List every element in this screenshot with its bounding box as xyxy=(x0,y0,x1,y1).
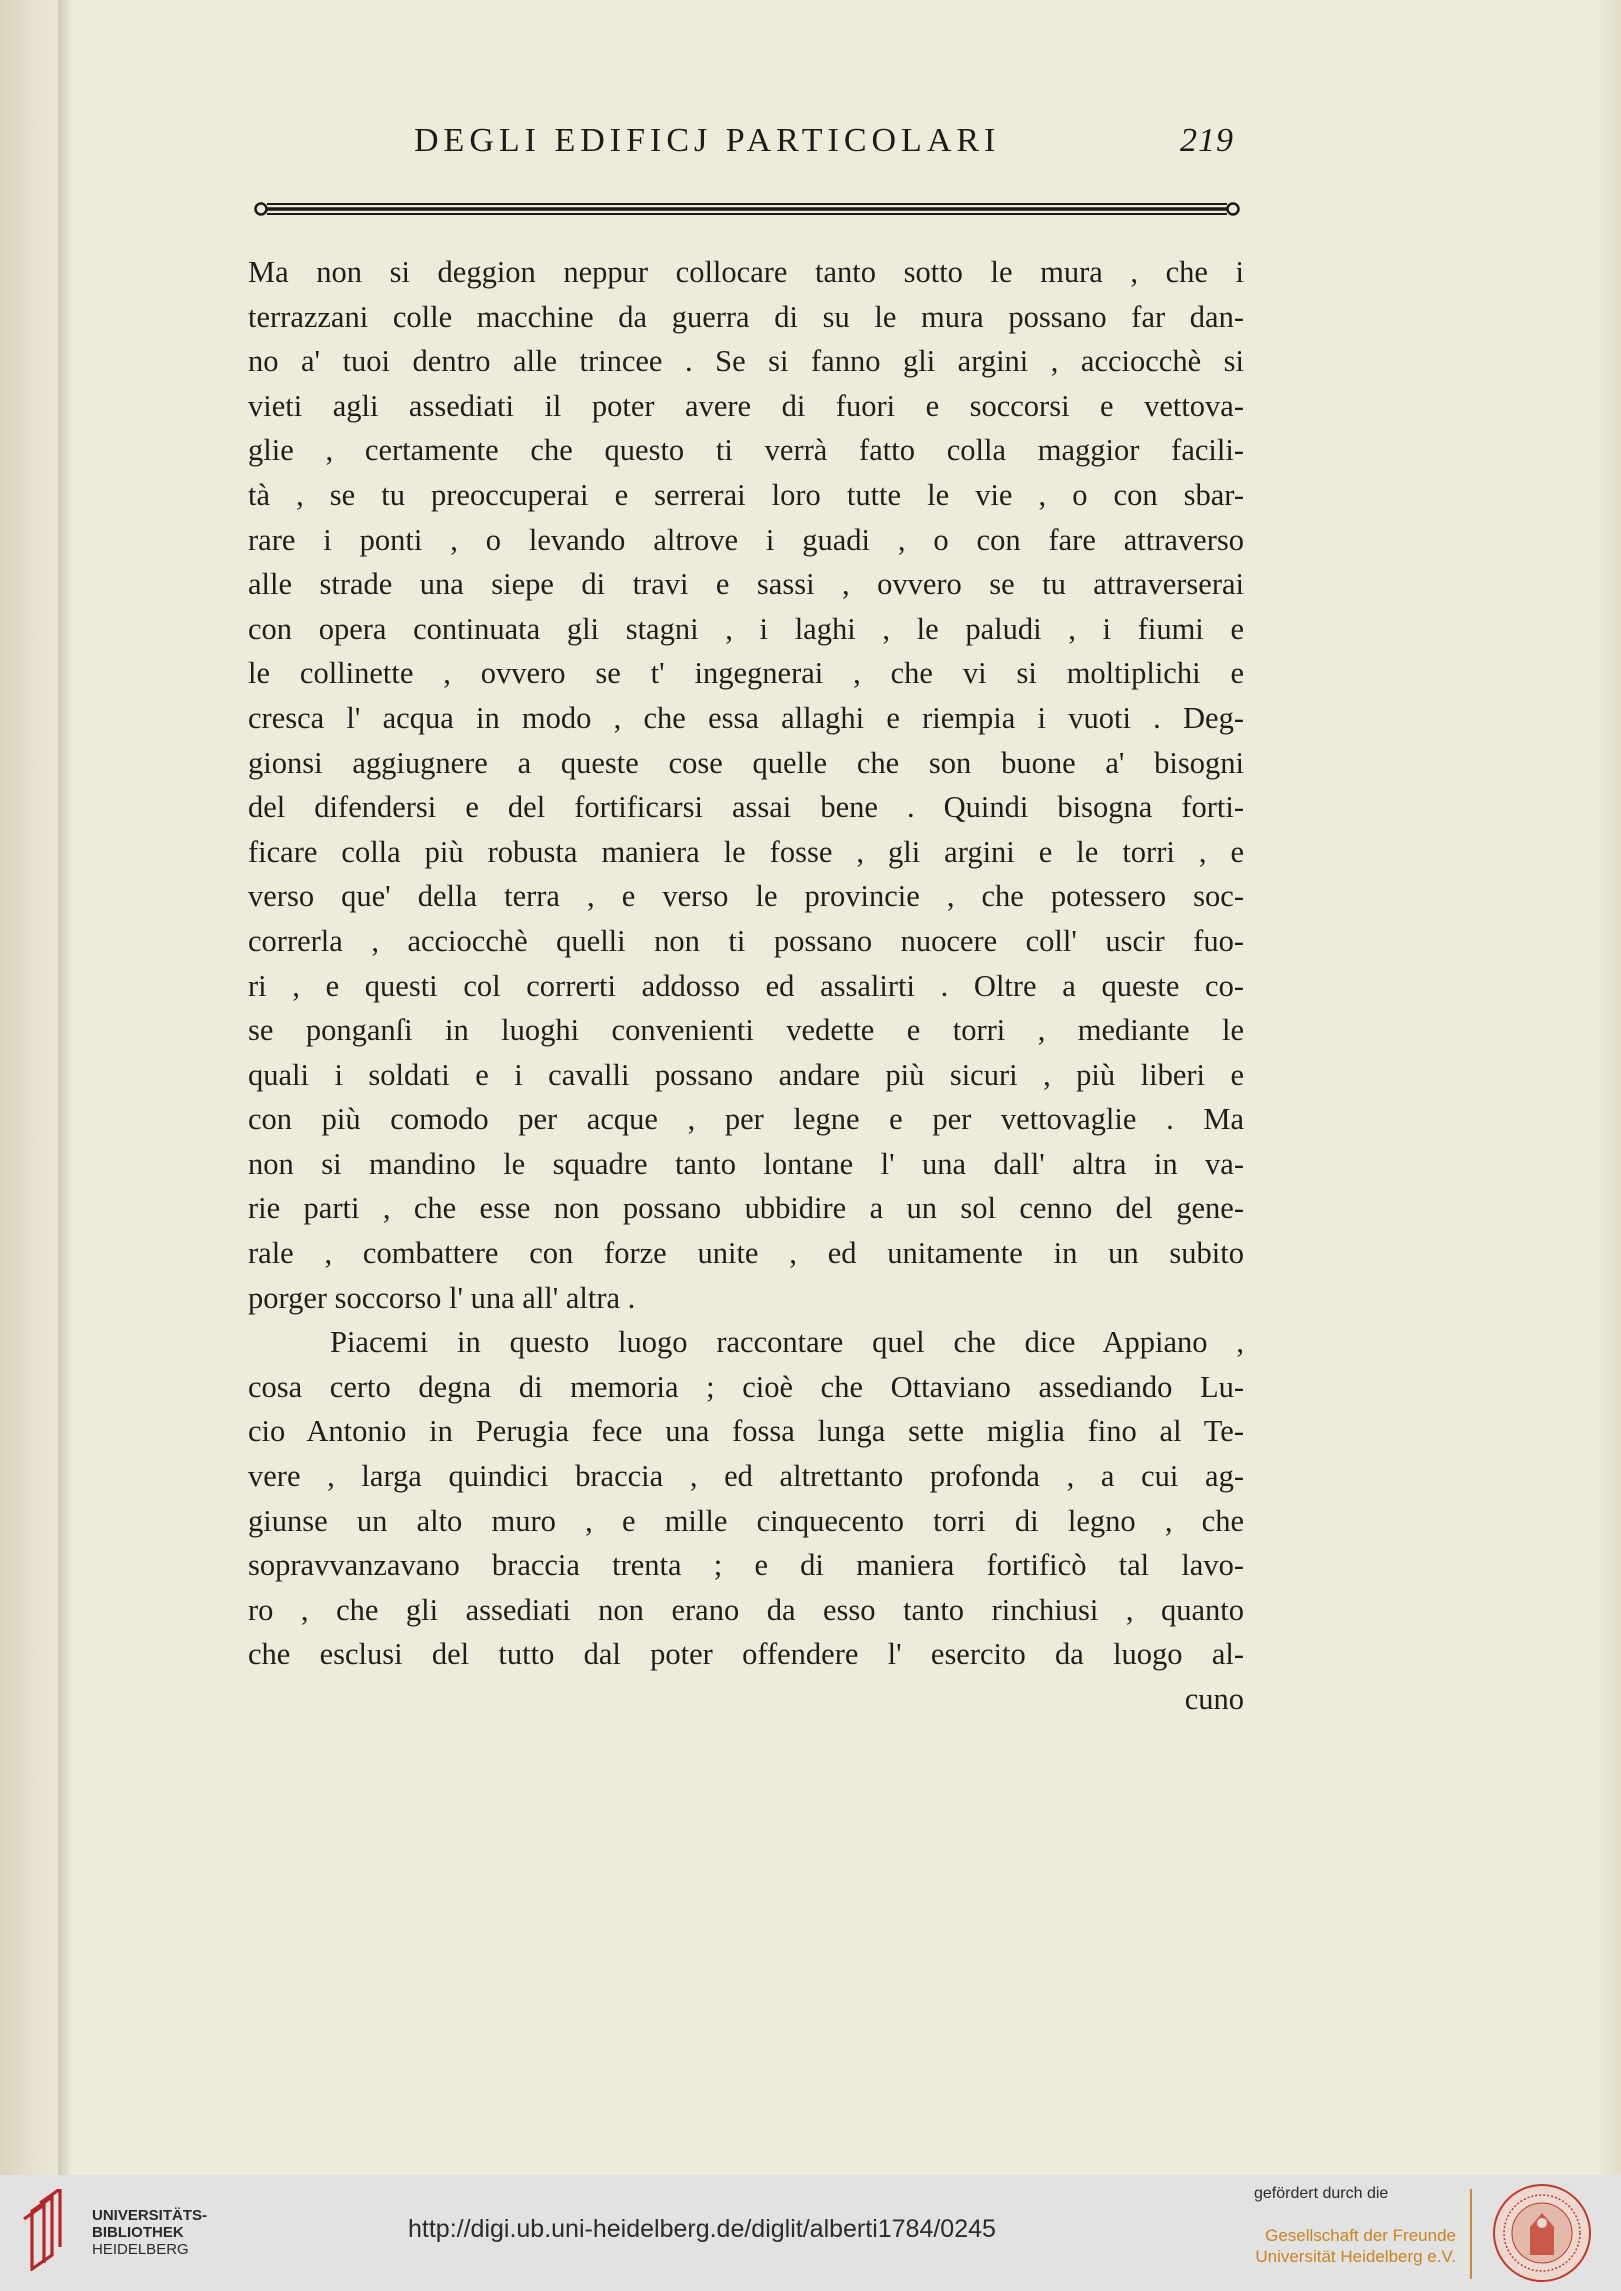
text-line: glie , certamente che questo ti verrà fatto colla maggior facili- xyxy=(248,433,1244,468)
text-line: ri , e questi col correrti addosso ed assalirti . Oltre a queste co- xyxy=(248,968,1244,1003)
text-line: vere , larga quindici braccia , ed altrettanto profonda , a cui ag- xyxy=(248,1459,1244,1494)
page-edge xyxy=(58,0,70,2175)
text-line: Piacemi in questo luogo raccontare quel che dice Appiano , xyxy=(330,1325,1244,1360)
text-line: alle strade una siepe di travi e sassi , ovvero se tu attraverserai xyxy=(248,567,1244,602)
text-line: non si mandino le squadre tanto lontane l' una dall' altra in va- xyxy=(248,1146,1244,1181)
text-line: quali i soldati e i cavalli possano andare più sicuri , più liberi e xyxy=(248,1057,1244,1092)
library-logo-icon[interactable] xyxy=(18,2189,70,2271)
library-name[interactable] xyxy=(92,2207,207,2258)
sponsor-divider xyxy=(1470,2189,1472,2279)
catchword: cuno xyxy=(1184,1682,1244,1716)
running-title: DEGLI EDIFICJ PARTICOLARI xyxy=(414,122,1001,159)
text-line: del difendersi e del fortificarsi assai bene . Quindi bisogna forti- xyxy=(248,790,1244,825)
text-line: ficare colla più robusta maniera le fosse , gli argini e le torri , e xyxy=(248,834,1244,869)
library-name-line: HEIDELBERG xyxy=(92,2241,189,2258)
sponsor-name-line: Universität Heidelberg e.V. xyxy=(1255,2247,1456,2266)
viewer-footer xyxy=(0,2175,1621,2291)
text-line: vieti agli assediati il poter avere di fuori e soccorsi e vettova- xyxy=(248,388,1244,423)
text-line: correrla , acciocchè quelli non ti possano nuocere coll' uscir fuo- xyxy=(248,923,1244,958)
header-rule xyxy=(252,198,1242,220)
text-line: tà , se tu preoccuperai e serrerai loro tutte le vie , o con sbar- xyxy=(248,477,1244,512)
text-line: gionsi aggiugnere a queste cose quelle che son buone a' bisogni xyxy=(248,745,1244,780)
text-line: rare i ponti , o levando altrove i guadi , o con fare attraverso xyxy=(248,522,1244,557)
sponsor-name[interactable] xyxy=(1230,2225,1456,2267)
binding-margin xyxy=(0,0,60,2175)
text-line: cresca l' acqua in modo , che essa allaghi e riempia i vuoti . Deg- xyxy=(248,700,1244,735)
text-line: rie parti , che esse non possano ubbidire a un sol cenno del gene- xyxy=(248,1191,1244,1226)
page-right-edge xyxy=(1601,0,1621,2175)
text-line: con opera continuata gli stagni , i laghi , le paludi , i fiumi e xyxy=(248,611,1244,646)
text-line: terrazzani colle macchine da guerra di su le mura possano far dan- xyxy=(248,299,1244,334)
text-line: no a' tuoi dentro alle trincee . Se si fanno gli argini , acciocchè si xyxy=(248,344,1244,379)
body-text xyxy=(248,250,1244,1722)
text-line: con più comodo per acque , per legne e per vettovaglie . Ma xyxy=(248,1102,1244,1137)
permalink-url[interactable]: http://digi.ub.uni-heidelberg.de/diglit/alberti1784/0245 xyxy=(408,2215,996,2243)
text-line: se ponganſi in luoghi convenienti vedette e torri , mediante le xyxy=(248,1013,1244,1048)
text-line: ro , che gli assediati non erano da esso tanto rinchiusi , quanto xyxy=(248,1592,1244,1627)
page-number: 219 xyxy=(1180,122,1234,159)
text-line: le collinette , ovvero se t' ingegnerai , che vi si moltiplichi e xyxy=(248,656,1244,691)
library-name-line: UNIVERSITÄTS- xyxy=(92,2207,208,2224)
text-line: verso que' della terra , e verso le provincie , che potessero soc- xyxy=(248,879,1244,914)
sponsor-name-line: Gesellschaft der Freunde xyxy=(1265,2226,1456,2245)
text-line: giunse un alto muro , e mille cinquecento torri di legno , che xyxy=(248,1503,1244,1538)
university-seal-icon[interactable] xyxy=(1492,2183,1592,2283)
text-line: porger soccorso l' una all' altra . xyxy=(248,1280,636,1315)
text-line: cio Antonio in Perugia fece una fossa lunga sette miglia fino al Te- xyxy=(248,1414,1244,1449)
text-line: cosa certo degna di memoria ; cioè che Ottaviano assediando Lu- xyxy=(248,1369,1244,1404)
text-line: rale , combattere con forze unite , ed unitamente in un subito xyxy=(248,1236,1244,1271)
text-line: sopravvanzavano braccia trenta ; e di maniera fortificò tal lavo- xyxy=(248,1548,1244,1583)
sponsor-note: gefördert durch die xyxy=(1254,2185,1389,2202)
text-line: Ma non si deggion neppur collocare tanto sotto le mura , che i xyxy=(248,255,1244,289)
text-line: che esclusi del tutto dal poter offendere l' esercito da luogo al- xyxy=(248,1637,1244,1672)
library-name-line: BIBLIOTHEK xyxy=(92,2224,184,2241)
